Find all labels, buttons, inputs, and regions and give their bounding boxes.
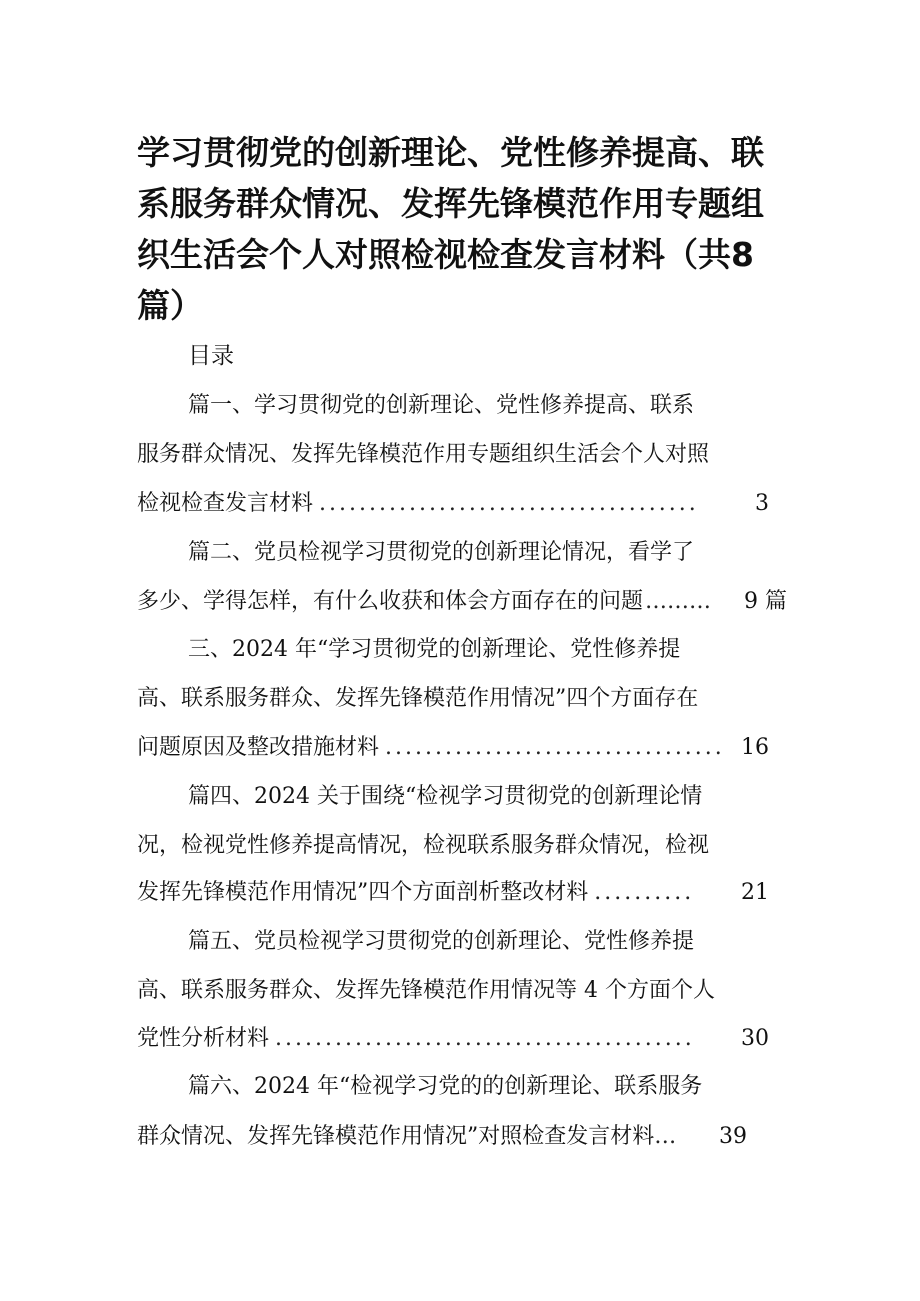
toc-entry-1-leader: ...................................... xyxy=(319,491,699,516)
toc-entry-6-page: 39 xyxy=(719,1124,747,1149)
toc-entry-5-page: 30 xyxy=(741,1026,769,1051)
toc-entry-6-text: 群众情况、发挥先锋模范作用情况”对照检查发言材料 xyxy=(137,1124,655,1149)
toc-entry-3-line-1[interactable]: 三、2024 年“学习贯彻党的创新理论、党性修养提 xyxy=(188,637,681,662)
document-title: 学习贯彻党的创新理论、党性修养提高、联系服务群众情况、发挥先锋模范作用专题组织生活会个人对照检视检查发言材料（共8篇） xyxy=(137,133,764,325)
toc-entry-1-text: 检视检查发言材料 xyxy=(137,491,314,516)
toc-entry-1-line-2[interactable]: 服务群众情况、发挥先锋模范作用专题组织生活会个人对照 xyxy=(137,442,710,467)
toc-entry-5-leader: .......................................... xyxy=(275,1026,695,1051)
toc-entry-4-page: 21 xyxy=(741,880,769,905)
toc-entry-6-last-line[interactable] xyxy=(137,1121,747,1153)
toc-entry-5-line-1[interactable]: 篇五、党员检视学习贯彻党的创新理论、党性修养提 xyxy=(188,929,695,954)
toc-entry-4-line-1[interactable]: 篇四、2024 关于围绕“检视学习贯彻党的创新理论情 xyxy=(188,784,703,809)
toc-entry-3-leader: .................................. xyxy=(385,735,725,760)
toc-entry-4-leader: .......... xyxy=(594,880,695,905)
toc-entry-5-last-line[interactable] xyxy=(137,1023,769,1055)
toc-entry-4-text: 发挥先锋模范作用情况”四个方面剖析整改材料 xyxy=(137,880,589,905)
toc-entry-3-text: 问题原因及整改措施材料 xyxy=(137,735,380,760)
toc-entry-1-last-line[interactable] xyxy=(137,488,769,520)
toc-entry-6-line-1[interactable]: 篇六、2024 年“检视学习党的的创新理论、联系服务 xyxy=(188,1074,703,1099)
toc-entry-2-leader: ……… xyxy=(645,589,712,614)
toc-entry-5-text: 党性分析材料 xyxy=(137,1026,270,1051)
toc-entry-3-last-line[interactable] xyxy=(137,732,769,764)
toc-entry-4-last-line[interactable] xyxy=(137,877,769,909)
toc-entry-1-line-1[interactable]: 篇一、学习贯彻党的创新理论、党性修养提高、联系 xyxy=(188,393,695,418)
toc-entry-3-page: 16 xyxy=(741,735,769,760)
toc-entry-5-line-2[interactable]: 高、联系服务群众、发挥先锋模范作用情况等 4 个方面个人 xyxy=(137,978,715,1003)
toc-entry-2-text: 多少、学得怎样，有什么收获和体会方面存在的问题 xyxy=(137,589,644,614)
toc-entry-1-page: 3 xyxy=(755,491,769,516)
toc-entry-2-page: 9 篇 xyxy=(744,589,787,614)
toc-heading: 目录 xyxy=(188,343,234,369)
toc-entry-3-line-2[interactable]: 高、联系服务群众、发挥先锋模范作用情况”四个方面存在 xyxy=(137,686,699,711)
toc-entry-6-leader: … xyxy=(654,1124,677,1149)
toc-entry-2-line-1[interactable]: 篇二、党员检视学习贯彻党的创新理论情况，看学了 xyxy=(188,540,695,565)
toc-entry-2-last-line[interactable] xyxy=(137,586,787,618)
toc-entry-4-line-2[interactable]: 况，检视党性修养提高情况，检视联系服务群众情况，检视 xyxy=(137,833,710,858)
